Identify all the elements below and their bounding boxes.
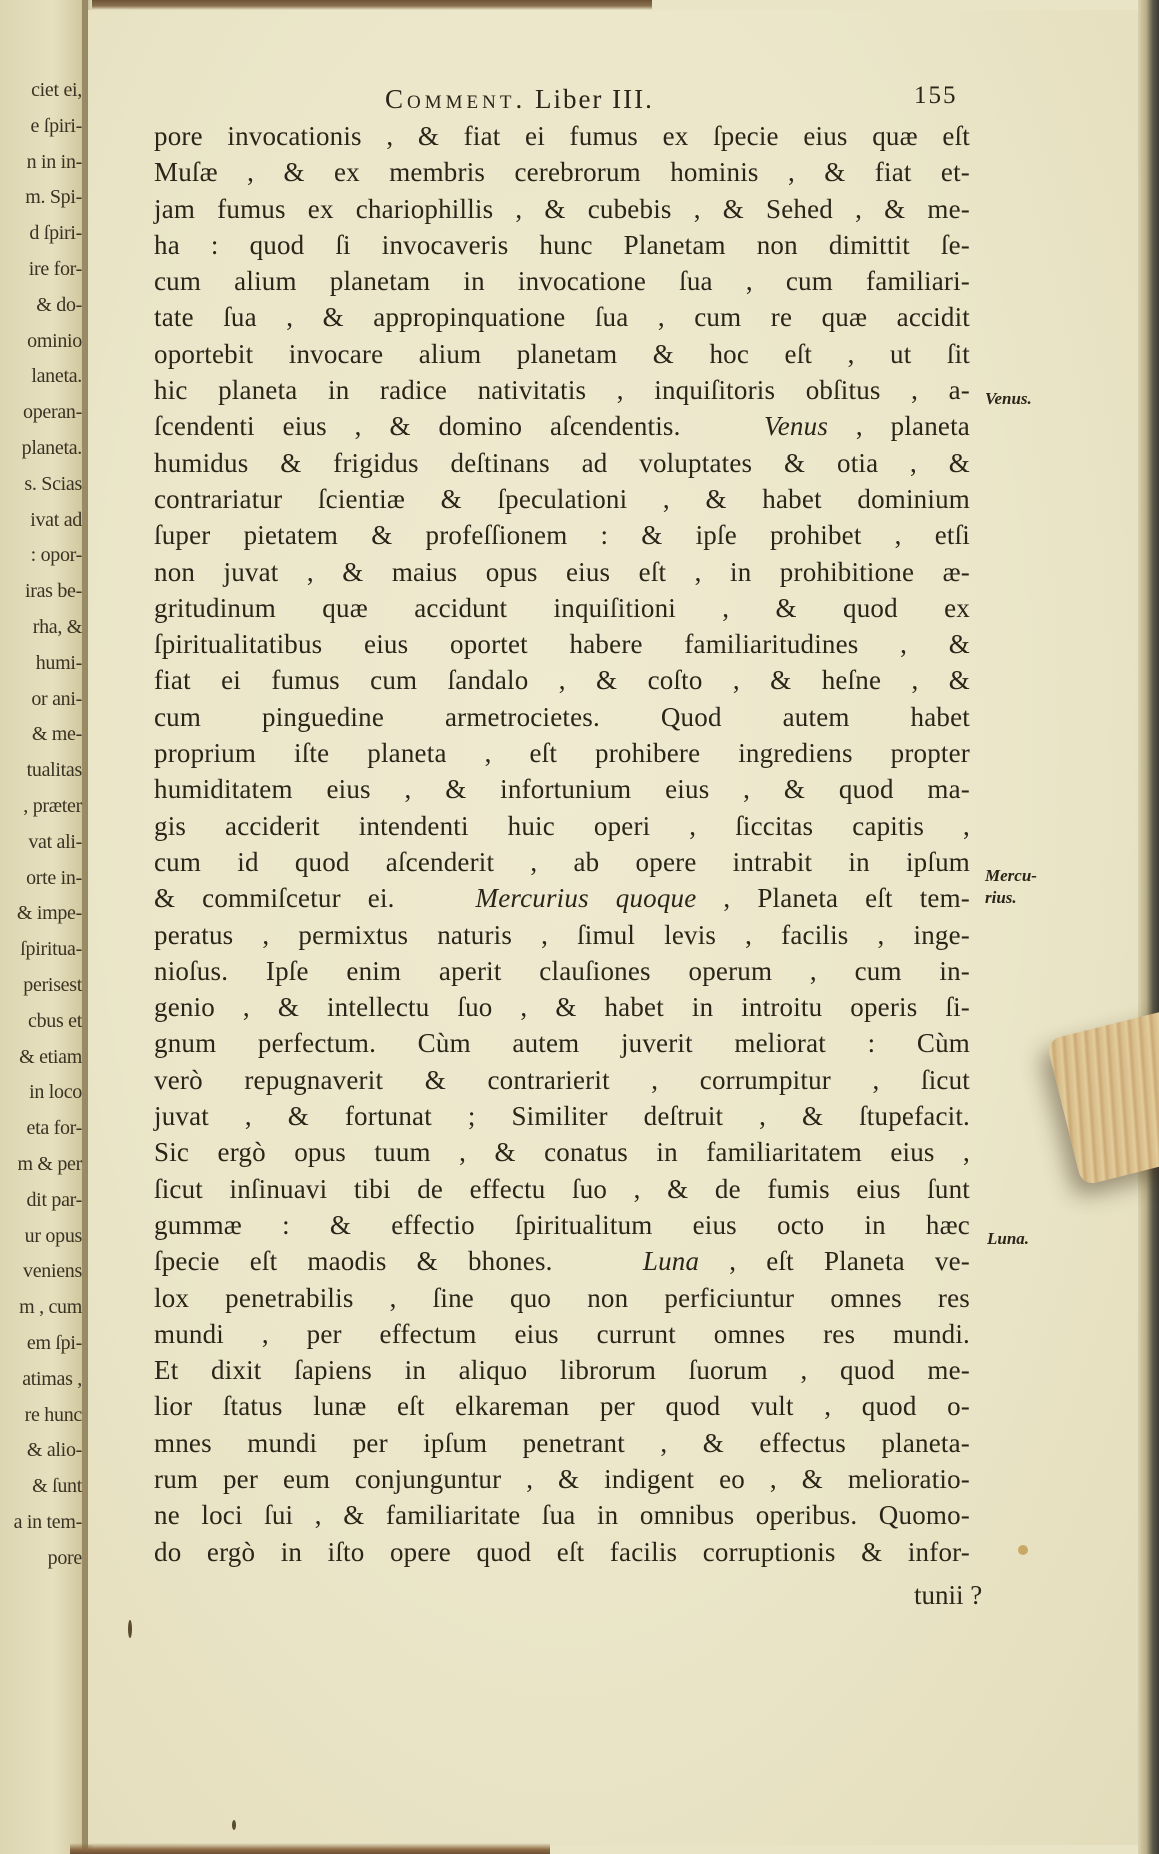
text-line: non juvat , & maius opus eius eſt , in prohibitione æ- bbox=[154, 556, 970, 587]
facing-page-line: cbus et bbox=[28, 1009, 82, 1032]
text-line: cum pinguedine armetrocietes. Quod autem habet bbox=[154, 701, 970, 732]
facing-page-line: vat ali- bbox=[28, 830, 82, 853]
body-text bbox=[154, 118, 970, 1570]
margin-note-line: rius. bbox=[985, 888, 1017, 907]
text-line: lox penetrabilis , ſine quo non perficiuntur omnes res bbox=[154, 1282, 970, 1313]
text-line: Et dixit ſapiens in aliquo librorum ſuorum , quod me- bbox=[154, 1355, 970, 1386]
facing-page-line: perisest bbox=[23, 974, 82, 996]
text-segment: ſcendenti eius , & domino aſcendentis. bbox=[154, 411, 681, 442]
facing-page-line: em ſpi- bbox=[26, 1332, 82, 1354]
text-line: verò repugnaverit & contrarierit , corrumpitur , ſicut bbox=[154, 1064, 970, 1095]
text-line: rum per eum conjunguntur , & indigent eo , & melioratio- bbox=[154, 1463, 970, 1494]
facing-page-line: & etiam bbox=[19, 1045, 82, 1068]
margin-note-venus: Venus. bbox=[985, 389, 1032, 408]
facing-page-line: n in in- bbox=[26, 150, 82, 173]
facing-page-line: humi- bbox=[35, 651, 82, 674]
facing-page-line: : opor- bbox=[30, 544, 82, 567]
facing-page-line: ivat ad bbox=[30, 508, 82, 531]
facing-page-line: m , cum bbox=[19, 1296, 82, 1319]
facing-page-line: ciet ei, bbox=[31, 79, 82, 101]
text-line: pore invocationis , & fiat ei fumus ex ſpecie eius quæ eſt bbox=[154, 121, 970, 151]
facing-page-line: m & per bbox=[17, 1153, 82, 1175]
facing-page-line: planeta. bbox=[21, 437, 82, 459]
text-line: cum id quod aſcenderit , ab opere intrabit in ipſum bbox=[154, 846, 970, 877]
facing-page-line: iras be- bbox=[24, 580, 82, 603]
page-number: 155 bbox=[914, 82, 958, 109]
running-head-book: Liber III. bbox=[534, 84, 654, 114]
facing-page-line: ire for- bbox=[28, 258, 82, 280]
facing-page-line: & alio- bbox=[26, 1439, 82, 1462]
facing-page-line: eta for- bbox=[26, 1117, 82, 1140]
text-line: humidus & frigidus deſtinans ad voluptates & otia , & bbox=[154, 447, 970, 478]
facing-page-line: ſpiritua- bbox=[20, 938, 82, 961]
text-line-luna bbox=[154, 1243, 970, 1279]
text-line: mundi , per effectum eius currunt omnes res mundi. bbox=[154, 1318, 970, 1349]
facing-page-line: operan- bbox=[23, 401, 82, 424]
facing-page-line: atimas , bbox=[22, 1367, 82, 1390]
facing-page-line: & impe- bbox=[16, 902, 82, 925]
facing-page-line: m. Spi- bbox=[25, 186, 82, 209]
margin-note-mercurius bbox=[985, 865, 1037, 909]
facing-page-line: dit par- bbox=[26, 1188, 82, 1211]
facing-page-line: e ſpiri- bbox=[30, 114, 82, 137]
facing-page-line: pore bbox=[47, 1546, 82, 1569]
facing-page-line: rha, & bbox=[32, 616, 82, 638]
ink-speck bbox=[232, 1820, 236, 1830]
italic-mercurius: Mercurius quoque bbox=[475, 883, 697, 914]
facing-page-line: veniens bbox=[23, 1260, 82, 1283]
facing-page-line: s. Scias bbox=[24, 472, 82, 495]
text-line: gis acciderit intendenti huic operi , ſiccitas capitis , bbox=[154, 810, 970, 841]
text-line: gummæ : & effectio ſpiritualitum eius octo in hæc bbox=[154, 1209, 970, 1240]
text-line: ſpiritualitatibus eius oportet habere familiaritudines , & bbox=[154, 629, 970, 660]
page-top-edge bbox=[92, 0, 652, 10]
text-line: tate ſua , & appropinquatione ſua , cum re quæ accidit bbox=[154, 302, 970, 333]
facing-page-line: a in tem- bbox=[13, 1511, 82, 1533]
text-line: gritudinum quæ accidunt inquiſitioni , & quod ex bbox=[154, 592, 970, 623]
ink-speck bbox=[128, 1620, 132, 1638]
text-line: Sic ergò opus tuum , & conatus in familiaritatem eius , bbox=[154, 1137, 970, 1168]
facing-page-line: tualitas bbox=[26, 759, 82, 782]
text-line: ne loci ſui , & familiaritate ſua in omnibus operibus. Quomo- bbox=[154, 1500, 970, 1531]
facing-page-line: orte in- bbox=[26, 866, 82, 889]
facing-page-line: , præter bbox=[23, 795, 82, 817]
text-line: hic planeta in radice nativitatis , inquiſitoris obſitus , a- bbox=[154, 375, 970, 406]
text-segment: , Planeta eſt tem- bbox=[696, 883, 970, 914]
facing-page-line: & do- bbox=[36, 293, 82, 316]
text-line-mercurius bbox=[154, 880, 970, 916]
text-line: mnes mundi per ipſum penetrant , & effectus planeta- bbox=[154, 1427, 970, 1458]
text-line: cum alium planetam in invocatione ſua , cum familiari- bbox=[154, 266, 970, 297]
facing-page-line: or ani- bbox=[31, 687, 82, 710]
facing-page-line: d ſpiri- bbox=[29, 222, 82, 245]
text-line: humiditatem eius , & infortunium eius , & quod ma- bbox=[154, 774, 970, 805]
text-line: oportebit invocare alium planetam & hoc eſt , ut ſit bbox=[154, 338, 970, 369]
text-line: proprium iſte planeta , eſt prohibere ingrediens propter bbox=[154, 738, 970, 769]
text-line: juvat , & fortunat ; Similiter deſtruit , & ſtupefacit. bbox=[154, 1101, 970, 1132]
italic-luna: Luna bbox=[642, 1246, 700, 1277]
text-line: nioſus. Ipſe enim aperit clauſiones operum , cum in- bbox=[154, 955, 970, 986]
running-head bbox=[385, 84, 654, 115]
catchword: tunii ? bbox=[914, 1580, 983, 1610]
stain-spot bbox=[1018, 1545, 1028, 1555]
text-segment: , eſt Planeta ve- bbox=[699, 1246, 970, 1277]
facing-page-line: in loco bbox=[29, 1081, 82, 1104]
text-line: ſicut inſinuavi tibi de effectu ſuo , & de fumis eius ſunt bbox=[154, 1173, 970, 1204]
facing-page-line: & ſunt bbox=[32, 1475, 82, 1498]
facing-page-line: re hunc bbox=[24, 1403, 82, 1426]
margin-note-line: Mercu- bbox=[985, 866, 1037, 885]
text-line-venus bbox=[154, 408, 970, 444]
text-line: ſuper pietatem & profeſſionem : & ipſe prohibet , etſi bbox=[154, 520, 970, 551]
text-segment: & commiſcetur ei. bbox=[154, 883, 395, 914]
text-line: do ergò in iſto opere quod eſt facilis corruptionis & infor- bbox=[154, 1536, 970, 1567]
text-segment: ſpecie eſt maodis & bhones. bbox=[154, 1246, 553, 1277]
text-line: fiat ei fumus cum ſandalo , & coſto , & heſne , & bbox=[154, 665, 970, 696]
text-line: lior ſtatus lunæ eſt elkareman per quod vult , quod o- bbox=[154, 1391, 970, 1422]
text-line: jam fumus ex chariophillis , & cubebis , & Sehed , & me- bbox=[154, 193, 970, 224]
text-line: contrariatur ſcientiæ & ſpeculationi , & habet dominium bbox=[154, 483, 970, 514]
facing-page-line: ominio bbox=[27, 329, 82, 352]
facing-page-line: & me- bbox=[31, 723, 82, 746]
text-line: peratus , permixtus naturis , ſimul levis , facilis , inge- bbox=[154, 919, 970, 950]
running-head-prefix: Comment. bbox=[385, 84, 527, 114]
page-bottom-edge bbox=[70, 1843, 550, 1854]
text-segment: , planeta bbox=[828, 411, 970, 442]
margin-note-luna: Luna. bbox=[987, 1229, 1030, 1248]
text-line: genio , & intellectu ſuo , & habet in introitu operis ſi- bbox=[154, 992, 970, 1023]
text-line: Muſæ , & ex membris cerebrorum hominis , & fiat et- bbox=[154, 157, 970, 188]
text-line: ha : quod ſi invocaveris hunc Planetam non dimittit ſe- bbox=[154, 229, 970, 260]
facing-page-line: ur opus bbox=[24, 1224, 82, 1247]
page-right-edge bbox=[1138, 0, 1159, 1854]
text-line: gnum perfectum. Cùm autem juverit meliorat : Cùm bbox=[154, 1028, 970, 1059]
italic-venus: Venus bbox=[764, 411, 829, 442]
facing-page-line: laneta. bbox=[31, 365, 82, 388]
facing-page-fragment bbox=[0, 0, 88, 1854]
